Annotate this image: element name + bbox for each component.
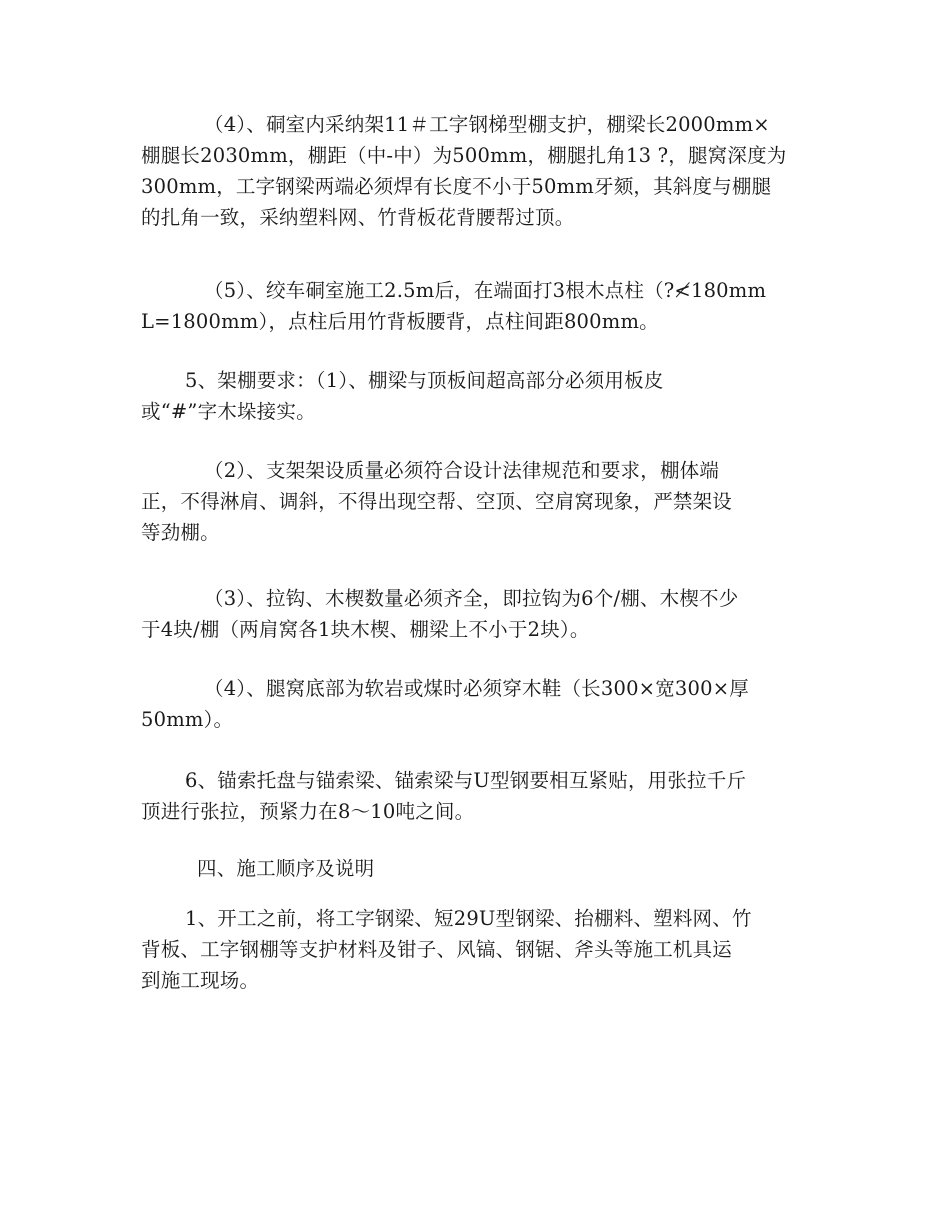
paragraph-anchor-cable [141, 765, 811, 827]
text-line: 顶进行张拉，预紧力在8～10吨之间。 [141, 800, 475, 823]
text-line: 于4块/棚（两肩窝各1块木楔、棚梁上不小于2块）。 [141, 618, 590, 641]
text-line: （4）、硐室内采纳架11＃工字钢梯型棚支护，棚梁长2000mm× [204, 113, 770, 136]
text-line: 或“#”字木垛接实。 [141, 400, 316, 423]
text-line: 300mm，工字钢梁两端必须焊有长度不小于50mm牙颏，其斜度与棚腿 [141, 175, 772, 198]
text-line: 50mm）。 [141, 708, 234, 731]
paragraph-shed-support [141, 109, 811, 233]
text-line: （5）、绞车硐室施工2.5m后，在端面打3根木点柱（?≮180mm [204, 279, 767, 302]
section-heading [141, 853, 811, 884]
paragraph-preparation [141, 903, 811, 996]
paragraph-leg-pit [141, 673, 811, 735]
text-line: L=1800mm），点柱后用竹背板腰背，点柱间距800mm。 [141, 310, 659, 333]
text-line: （3）、拉钩、木楔数量必须齐全，即拉钩为6个/棚、木楔不少 [204, 587, 739, 610]
text-line: 5、架棚要求：（1）、棚梁与顶板间超高部分必须用板皮 [185, 369, 664, 392]
text-line: 到施工现场。 [141, 969, 260, 992]
paragraph-shed-requirements [141, 365, 811, 427]
text-line: 1、开工之前，将工字钢梁、短29U型钢梁、抬棚料、塑料网、竹 [185, 907, 752, 930]
text-line: 的扎角一致，采纳塑料网、竹背板花背腰帮过顶。 [141, 206, 575, 229]
paragraph-support-quality [141, 455, 811, 548]
text-line: 6、锚索托盘与锚索梁、锚索梁与U型钢要相互紧贴，用张拉千斤 [185, 769, 747, 792]
text-line: （2）、支架架设质量必须符合设计法律规范和要求，棚体端 [204, 459, 720, 482]
paragraph-winch-chamber [141, 275, 811, 337]
text-line: 棚腿长2030mm，棚距（中-中）为500mm，棚腿扎角13 ?，腿窝深度为 [141, 144, 787, 167]
text-line: 正，不得淋肩、调斜，不得出现空帮、空顶、空肩窝现象，严禁架设 [141, 490, 733, 513]
paragraph-hooks-wedges [141, 583, 811, 645]
heading-text: 四、施工顺序及说明 [197, 857, 375, 880]
text-line: （4）、腿窝底部为软岩或煤时必须穿木鞋（长300×宽300×厚 [204, 677, 749, 700]
text-line: 背板、工字钢棚等支护材料及钳子、风镐、钢锯、斧头等施工机具运 [141, 938, 733, 961]
text-line: 等劲棚。 [141, 521, 220, 544]
